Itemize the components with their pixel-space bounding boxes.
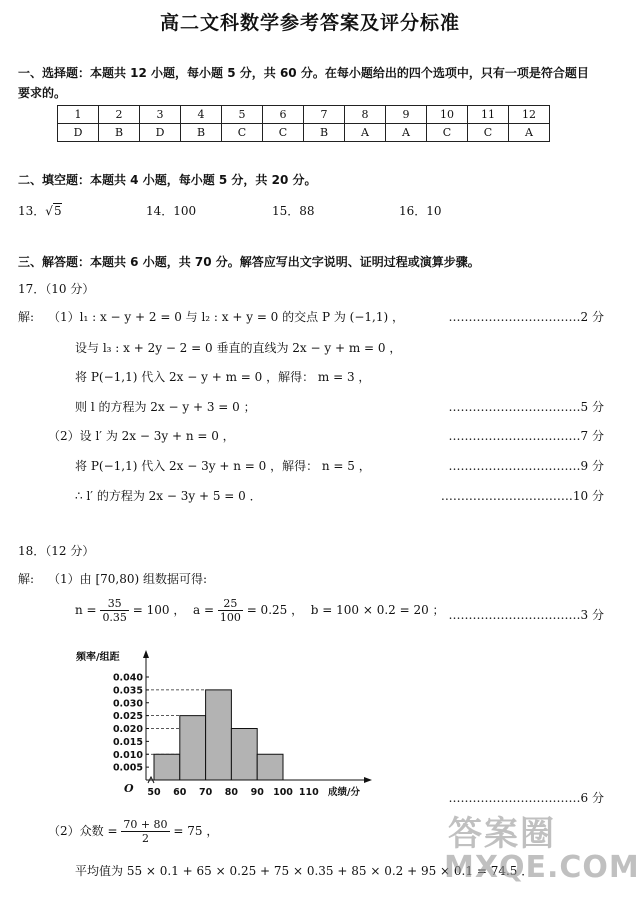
x-tick-label: 110 bbox=[298, 787, 319, 798]
answer-table bbox=[57, 105, 550, 142]
q17-score-2: ……………………………2 分 bbox=[448, 310, 604, 324]
sqrt-symbol: √ bbox=[45, 204, 53, 218]
n-denominator: 0.35 bbox=[102, 611, 127, 624]
question-number-cell: 2 bbox=[99, 106, 140, 124]
n-label: n = bbox=[75, 603, 97, 617]
y-tick-label: 0.005 bbox=[112, 762, 143, 774]
answer-cell: A bbox=[509, 124, 550, 142]
q17-line3: 将 P(−1,1) 代入 2x − y + m = 0 ，解得： m = 3 ， bbox=[75, 370, 371, 384]
x-tick-label: 70 bbox=[198, 787, 213, 798]
watermark-logo-chinese: 答案圈 bbox=[448, 814, 556, 854]
q17-line6: 将 P(−1,1) 代入 2x − 3y + n = 0 ，解得： n = 5 ， bbox=[75, 459, 371, 473]
histogram-bar bbox=[180, 716, 206, 780]
mean-line: 平均值为 55 × 0.1 + 65 × 0.25 + 75 × 0.35 + 85 × 0.2 + 95 × 0.1 = 74.5 ． bbox=[75, 864, 534, 878]
question-number-cell: 7 bbox=[304, 106, 345, 124]
y-axis-title: 频率/组距 bbox=[76, 652, 120, 663]
mode-fraction bbox=[121, 818, 169, 845]
histogram-bar bbox=[257, 754, 283, 780]
mode-label: （2）众数 = bbox=[48, 824, 118, 838]
answer-cell: B bbox=[181, 124, 222, 142]
x-axis-title: 成绩/分 bbox=[328, 787, 360, 798]
answer-cell: C bbox=[263, 124, 304, 142]
y-tick-label: 0.030 bbox=[112, 698, 143, 710]
y-tick-label: 0.025 bbox=[112, 711, 143, 723]
answer-cell: C bbox=[427, 124, 468, 142]
origin-label: O bbox=[124, 782, 134, 795]
n-fraction bbox=[100, 597, 129, 624]
q17-line7: ∴ l′ 的方程为 2x − 3y + 5 = 0 ． bbox=[75, 489, 262, 503]
answer-cell: C bbox=[222, 124, 263, 142]
q17-jie: 解: bbox=[18, 310, 35, 324]
a-value: = 0.25 ， bbox=[246, 603, 304, 617]
b-expression: b = 100 × 0.2 = 20 ； bbox=[310, 603, 445, 617]
question-number-cell: 12 bbox=[509, 106, 550, 124]
section1-heading-line1: 一、选择题：本题共 12 小题，每小题 5 分，共 60 分。在每小题给出的四个选项中，只有一项是符合题目 bbox=[18, 66, 589, 80]
q18-mode-line bbox=[48, 818, 218, 845]
question-number-cell: 6 bbox=[263, 106, 304, 124]
answer-cell: D bbox=[58, 124, 99, 142]
mode-numerator: 70 + 80 bbox=[123, 818, 168, 831]
x-tick-label: 60 bbox=[173, 787, 187, 798]
section2-heading: 二、填空题：本题共 4 小题，每小题 5 分，共 20 分。 bbox=[18, 173, 317, 187]
mode-denominator: 2 bbox=[141, 832, 149, 845]
q18-jie: 解: bbox=[18, 572, 35, 586]
x-tick-label: 100 bbox=[273, 787, 293, 798]
question-number-cell: 10 bbox=[427, 106, 468, 124]
question-number-cell: 4 bbox=[181, 106, 222, 124]
q18-header: 18．（12 分） bbox=[18, 544, 95, 558]
fill-answer-14: 14．100 bbox=[146, 204, 197, 218]
answer-cell: B bbox=[304, 124, 345, 142]
q18-score-3: ……………………………3 分 bbox=[448, 608, 604, 622]
answer-cell: A bbox=[386, 124, 427, 142]
q18-formula-line bbox=[75, 597, 445, 624]
a-fraction bbox=[218, 597, 243, 624]
answer-table-answer-row bbox=[58, 124, 550, 142]
x-axis-arrow bbox=[364, 777, 372, 783]
q13-label: 13． bbox=[18, 204, 46, 218]
question-number-cell: 11 bbox=[468, 106, 509, 124]
answer-cell: C bbox=[468, 124, 509, 142]
answer-cell: B bbox=[99, 124, 140, 142]
q17-score-9: ……………………………9 分 bbox=[448, 459, 604, 473]
q17-line1: （1）l₁ : x − y + 2 = 0 与 l₂ : x + y = 0 的交点 P 为 (−1,1) ， bbox=[48, 310, 404, 324]
fill-answer-13 bbox=[18, 202, 62, 219]
x-tick-label: 80 bbox=[224, 787, 239, 798]
q18-line1: （1）由 [70,80) 组数据可得: bbox=[48, 572, 208, 586]
y-axis-arrow bbox=[143, 650, 149, 658]
watermark-logo-url: MXQE.COM bbox=[444, 850, 640, 885]
n-value: = 100 ， bbox=[132, 603, 186, 617]
answer-table-number-row bbox=[58, 106, 550, 124]
question-number-cell: 3 bbox=[140, 106, 181, 124]
answer-cell: A bbox=[345, 124, 386, 142]
y-tick-label: 0.040 bbox=[112, 672, 143, 684]
a-denominator: 100 bbox=[219, 611, 241, 624]
q13-radicand: 5 bbox=[53, 204, 62, 218]
question-number-cell: 1 bbox=[58, 106, 99, 124]
y-tick-label: 0.015 bbox=[112, 736, 143, 748]
histogram-bar bbox=[206, 690, 232, 780]
a-label: a = bbox=[193, 603, 215, 617]
x-tick-label: 90 bbox=[250, 787, 264, 798]
y-tick-label: 0.020 bbox=[112, 724, 143, 735]
fill-answer-15: 15．88 bbox=[272, 204, 315, 218]
q17-score-5: ……………………………5 分 bbox=[448, 400, 604, 414]
n-numerator: 35 bbox=[100, 597, 129, 611]
y-tick-label: 0.035 bbox=[112, 685, 143, 697]
question-number-cell: 9 bbox=[386, 106, 427, 124]
y-tick-label: 0.010 bbox=[112, 749, 143, 761]
question-number-cell: 5 bbox=[222, 106, 263, 124]
q17-score-7: ……………………………7 分 bbox=[448, 429, 604, 443]
q17-line5: （2）设 l′ 为 2x − 3y + n = 0 ， bbox=[48, 429, 235, 443]
q17-line4: 则 l 的方程为 2x − y + 3 = 0 ； bbox=[75, 400, 256, 414]
frequency-histogram bbox=[70, 648, 390, 806]
a-numerator: 25 bbox=[218, 597, 243, 611]
q17-header: 17．（10 分） bbox=[18, 282, 95, 296]
q17-line2: 设与 l₃ : x + 2y − 2 = 0 垂直的直线为 2x − y + m = 0 ， bbox=[75, 341, 402, 355]
q17-score-10: ……………………………10 分 bbox=[440, 489, 604, 503]
x-tick-label: 50 bbox=[147, 787, 161, 798]
section3-heading: 三、解答题：本题共 6 小题，共 70 分。解答应写出文字说明、证明过程或演算步骤。 bbox=[18, 255, 480, 269]
histogram-bar bbox=[154, 754, 180, 780]
question-number-cell: 8 bbox=[345, 106, 386, 124]
page-title: 高二文科数学参考答案及评分标准 bbox=[159, 12, 460, 34]
section1-heading-line2: 要求的。 bbox=[18, 86, 67, 100]
answer-cell: D bbox=[140, 124, 181, 142]
q18-score-6: ……………………………6 分 bbox=[448, 791, 604, 805]
histogram-bar bbox=[231, 729, 257, 781]
fill-answer-16: 16．10 bbox=[399, 204, 442, 218]
mode-value: = 75 ， bbox=[173, 824, 219, 838]
